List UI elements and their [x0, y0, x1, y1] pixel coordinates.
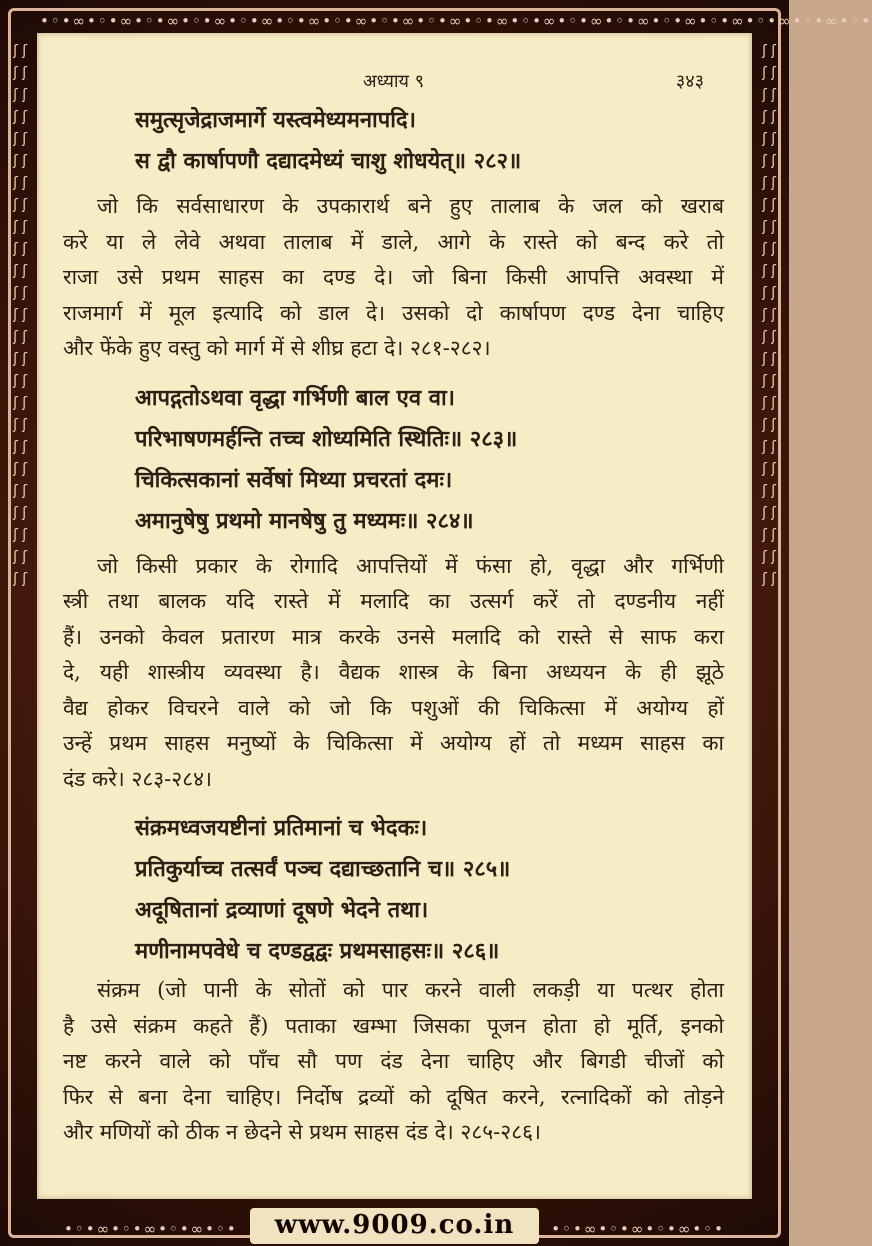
verse-line: मणीनामपवेधे च दण्डद्वद्वः प्रथमसाहसः॥ २८६॥: [135, 938, 500, 964]
commentary-line: उन्हें प्रथम साहस मनुष्यों के चिकित्सा में अयोग्य हों तो मध्यम साहस का: [63, 731, 724, 755]
ornament-border-right: ʃ ʃ ʃ ʃ ʃ ʃ ʃ ʃ ʃ ʃ ʃ ʃ ʃ ʃ ʃ ʃ ʃ ʃ ʃ ʃ ʃ ʃ ʃ ʃ ʃ ʃ ʃ ʃ ʃ ʃ ʃ ʃ ʃ ʃ ʃ ʃ ʃ ʃ ʃ ʃ ʃ ʃ ʃ ʃ ʃ ʃ ʃ ʃ ʃ ʃ: [762, 43, 776, 587]
ornament-border-left: ʃ ʃ ʃ ʃ ʃ ʃ ʃ ʃ ʃ ʃ ʃ ʃ ʃ ʃ ʃ ʃ ʃ ʃ ʃ ʃ ʃ ʃ ʃ ʃ ʃ ʃ ʃ ʃ ʃ ʃ ʃ ʃ ʃ ʃ ʃ ʃ ʃ ʃ ʃ ʃ ʃ ʃ ʃ ʃ ʃ ʃ ʃ ʃ ʃ ʃ: [13, 43, 27, 587]
verse-block-285-286: [63, 809, 724, 971]
commentary-line: और मणियों को ठीक न छेदने से प्रथम साहस दंड दे। २८५-२८६।: [63, 1120, 541, 1144]
website-link[interactable]: www.9009.co.in: [274, 1210, 515, 1240]
verse-line: अमानुषेषु प्रथमो मानषेषु तु मध्यमः॥ २८४॥: [135, 507, 474, 534]
ornament-bottom-right: •◦•∞•◦•∞•◦•∞•◦•: [551, 1220, 725, 1238]
commentary-line: है उसे संक्रम कहते हैं) पताका खम्भा जिसका पूजन होता हो मूर्ति, इनको: [63, 1013, 724, 1038]
commentary-line: और फेंके हुए वस्तु को मार्ग में से शीघ्र हटा दे। २८१-२८२।: [63, 336, 491, 360]
commentary-line: स्त्री तथा बालक यदि रास्ते में मलादि का उत्सर्ग करें तो दण्डनीय नहीं: [63, 589, 724, 613]
verse-line: संक्रमध्वजयष्टीनां प्रतिमानां च भेदकः।: [135, 815, 428, 841]
chapter-heading: अध्याय ९: [362, 71, 425, 92]
book-page: [37, 33, 752, 1199]
commentary-line: हैं। उनको केवल प्रतारण मात्र करके उनसे मलादि को रास्ते से साफ करा: [63, 624, 724, 649]
commentary-285-286: [63, 973, 724, 1151]
commentary-line: करे या ले लेवे अथवा तालाब में डाले, आगे के रास्ते को बन्द करे तो: [63, 229, 724, 254]
commentary-281-282: [63, 189, 724, 367]
ornament-border-top: •◦•∞•◦•∞•◦•∞•◦•∞•◦•∞•◦•∞•◦•∞•◦•∞•◦•∞•◦•∞•◦•∞•◦•∞•◦•∞•◦•∞•◦•∞•◦•∞•◦•∞•◦•: [40, 12, 872, 30]
ornament-bottom-left: •◦•∞•◦•∞•◦•∞•◦•: [64, 1220, 238, 1238]
verse-line: स द्वौ कार्षापणौ दद्यादमेध्यं चाशु शोधयेत्॥ २८२॥: [135, 148, 522, 174]
verse-line: समुत्सृजेद्राजमार्गे यस्त्वमेध्यमनापदि।: [135, 107, 416, 133]
page-number: ३४३: [675, 71, 704, 92]
page-header: [63, 69, 724, 99]
verse-line: आपद्गतोऽथवा वृद्धा गर्भिणी बाल एव वा।: [135, 384, 456, 411]
verse-line: परिभाषणमर्हन्ति तच्च शोध्यमिति स्थितिः॥ २८३॥: [135, 425, 518, 452]
commentary-line: वैद्य होकर विचरने वाले को जो कि पशुओं की चिकित्सा में अयोग्य हों: [63, 695, 724, 720]
verse-block-283-284: [63, 379, 724, 541]
commentary-line: दंड करे। २८३-२८४।: [63, 766, 212, 791]
commentary-line: जो कि सर्वसाधारण के उपकारार्थ बने हुए तालाब के जल को खराब: [97, 194, 724, 218]
commentary-283-284: [63, 549, 724, 798]
commentary-line: राजा उसे प्रथम साहस का दण्ड दे। जो बिना किसी आपत्ति अवस्था में: [63, 265, 724, 289]
commentary-line: जो किसी प्रकार के रोगादि आपत्तियों में फंसा हो, वृद्धा और गर्भिणी: [97, 553, 724, 578]
commentary-line: फिर से बना देना चाहिए। निर्दोष द्रव्यों को दूषित करने, रत्नादिकों को तोड़ने: [63, 1084, 724, 1109]
commentary-line: राजमार्ग में मूल इत्यादि को डाल दे। उसको दो कार्षापण दण्ड देना चाहिए: [63, 300, 724, 325]
verse-line: प्रतिकुर्याच्च तत्सर्वं पञ्च दद्याच्छतानि च॥ २८५॥: [135, 856, 511, 882]
commentary-line: संक्रम (जो पानी के सोतों को पार करने वाली लकड़ी या पत्थर होता: [97, 978, 724, 1002]
verse-line: चिकित्सकानां सर्वेषां मिथ्या प्रचरतां दमः।: [135, 466, 453, 493]
commentary-line: नष्ट करने वाले को पाँच सौ पण दंड देना चाहिए और बिगडी चीजों को: [63, 1049, 724, 1073]
verse-line: अदूषितानां द्रव्याणां दूषणे भेदने तथा।: [135, 897, 429, 923]
verse-block-282: [63, 101, 724, 181]
commentary-line: दे, यही शास्त्रीय व्यवस्था है। वैद्यक शास्त्र के बिना अध्ययन के ही झूठे: [63, 660, 724, 684]
